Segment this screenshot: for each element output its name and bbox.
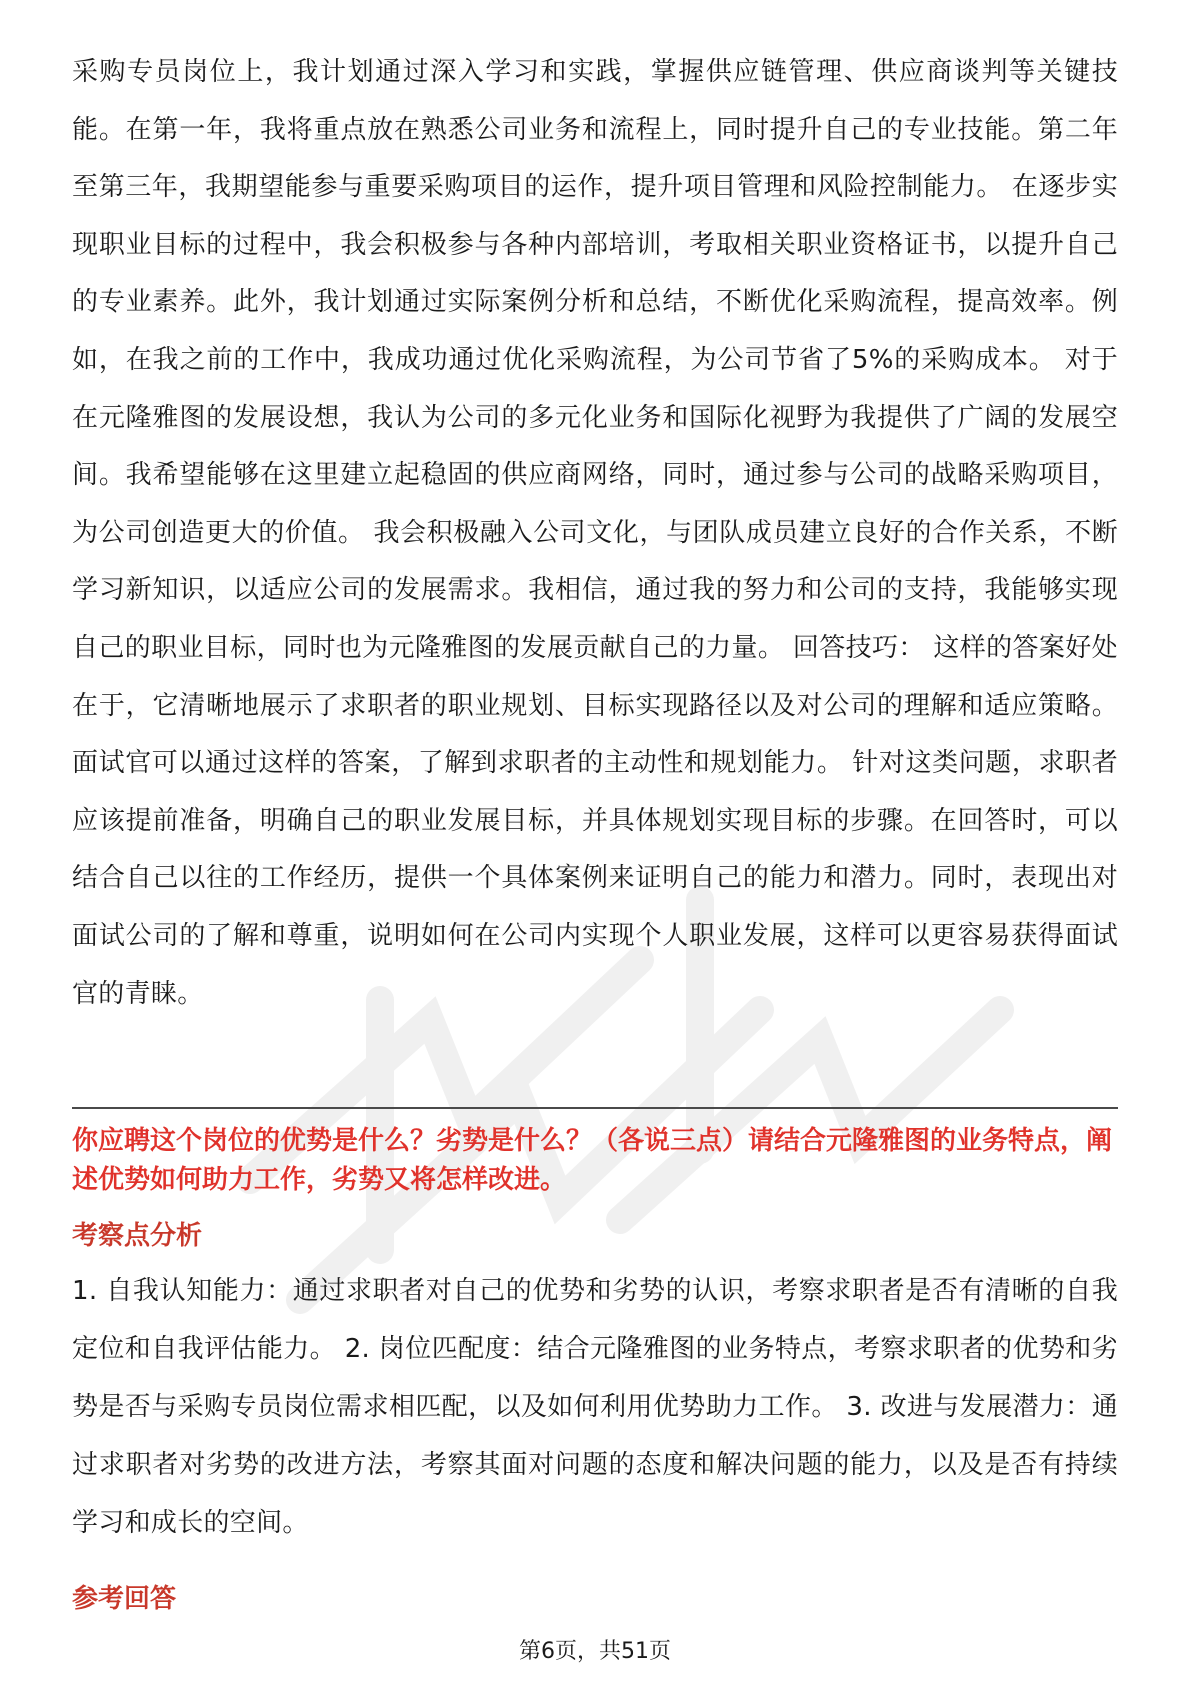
analysis-heading: 考察点分析 [72,1221,203,1251]
page-number: 第6页，共51页 [519,1639,671,1664]
reference-answer-heading: 参考回答 [72,1584,177,1614]
answer-paragraph: 采购专员岗位上，我计划通过深入学习和实践，掌握供应链管理、供应商谈判等关键技能。在第一年，我将重点放在熟悉公司业务和流程上，同时提升自己的专业技能。第二年至第三年，我期望能参与重要采购项目的运作，提升项目管理和风险控制能力。 在逐步实现职业目标的过程中，我会积极参与各种内部培训，考取相关职业资格证书，以提升自己的专业素养。此外，我计划通过实际案例分析和总结，不断优化采购流程，提高效率。例如，在我之前的工作中，我成功通过优化采购流程，为公司节省了5%的采购成本。 对于在元隆雅图的发展设想，我认为公司的多元化业务和国际化视野为我提供了广阔的发展空间。我希望能够在这里建立起稳固的供应商网络，同时，通过参与公司的战略采购项目，为公司创造更大的价值。 我会积极融入公司文化，与团队成员建立良好的合作关系，不断学习新知识，以适应公司的发展需求。我相信，通过我的努力和公司的支持，我能够实现自己的职业目标，同时也为元隆雅图的发展贡献自己的力量。 回答技巧： 这样的答案好处在于，它清晰地展示了求职者的职业规划、目标实现路径以及对公司的理解和适应策略。面试官可以通过这样的答案，了解到求职者的主动性和规划能力。 针对这类问题，求职者应该提前准备，明确自己的职业发展目标，并具体规划实现目标的步骤。在回答时，可以结合自己以往的工作经历，提供一个具体案例来证明自己的能力和潜力。同时，表现出对面试公司的了解和尊重，说明如何在公司内实现个人职业发展，这样可以更容易获得面试官的青睐。 [72,57,1118,1009]
section-divider [72,1107,1118,1109]
analysis-body: 1. 自我认知能力：通过求职者对自己的优势和劣势的认识，考察求职者是否有清晰的自我定位和自我评估能力。 2. 岗位匹配度：结合元隆雅图的业务特点，考察求职者的优势和劣势是否与采购专员岗位需求相匹配，以及如何利用优势助力工作。 3. 改进与发展潜力：通过求职者对劣势的改进方法，考察其面对问题的态度和解决问题的能力，以及是否有持续学习和成长的空间。 [72,1276,1118,1538]
interview-question: 你应聘这个岗位的优势是什么？劣势是什么？（各说三点）请结合元隆雅图的业务特点，阐述优势如何助力工作，劣势又将怎样改进。 [72,1126,1113,1195]
page-content [72,44,1118,1023]
